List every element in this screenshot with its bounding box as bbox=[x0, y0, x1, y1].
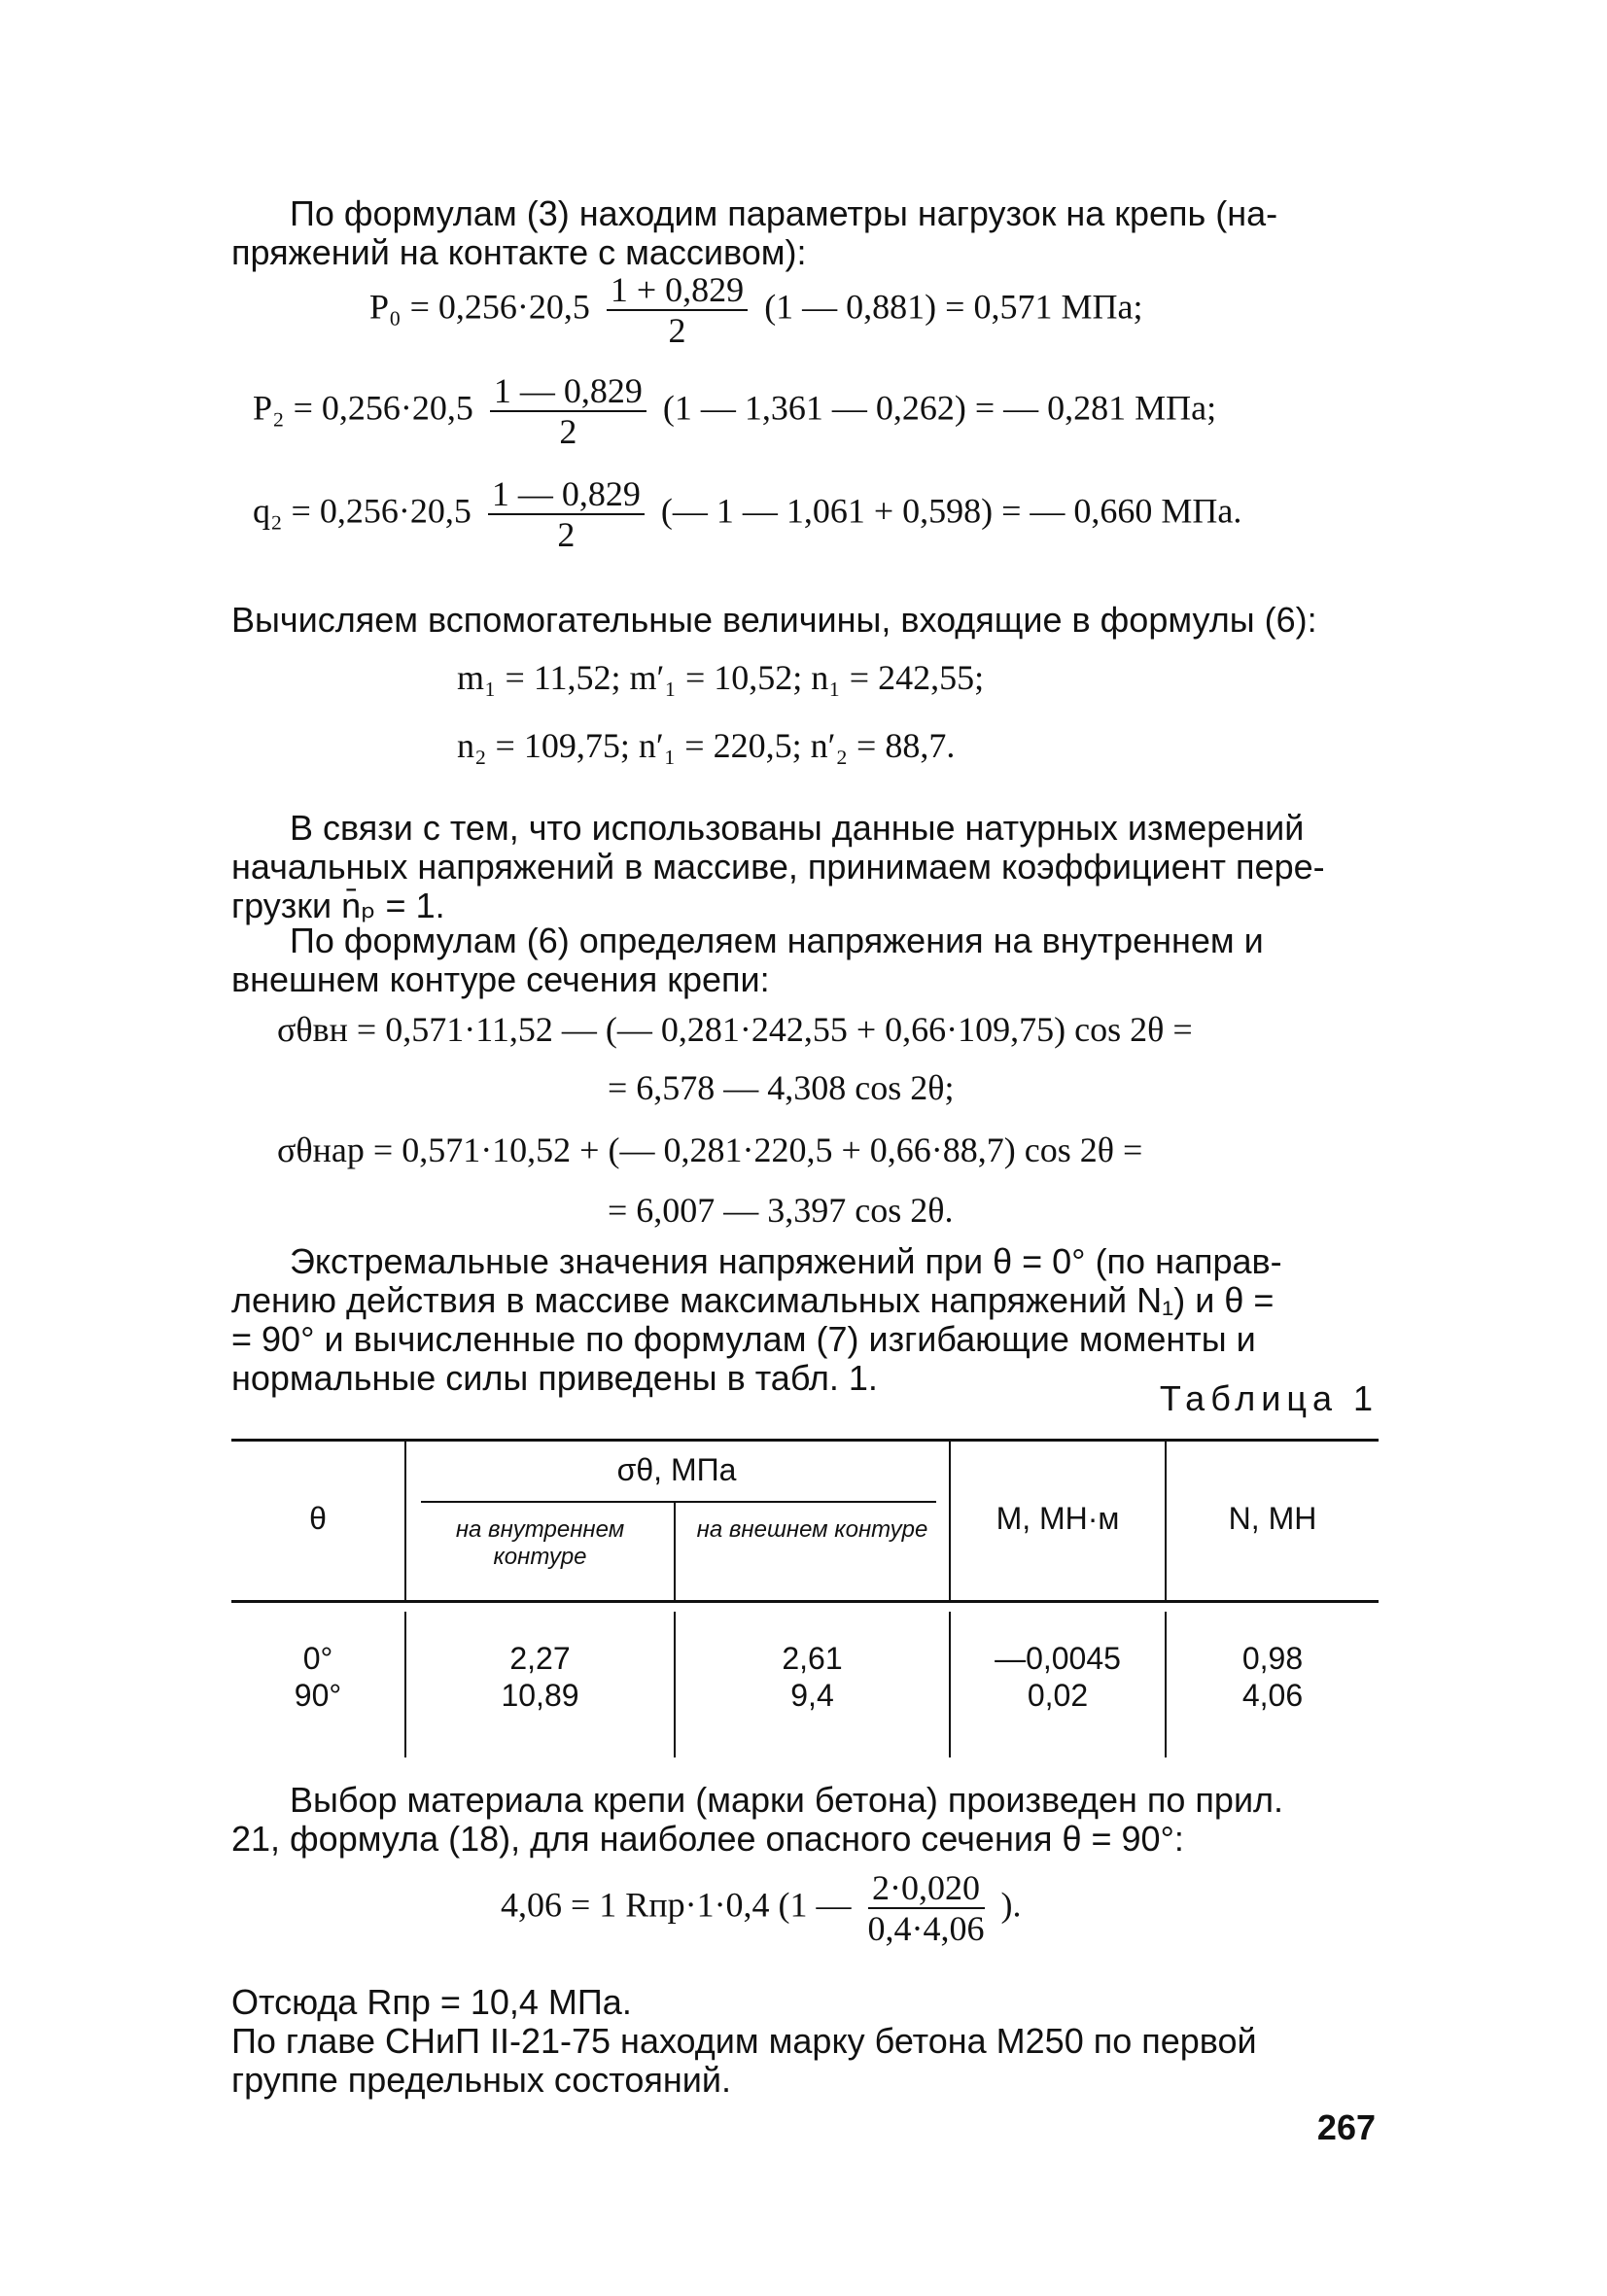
table-cell: 9,4 bbox=[790, 1678, 834, 1713]
aux-values-paragraph bbox=[231, 601, 1379, 640]
aux-text: Вычисляем вспомогательные величины, входящие в формулы (6): bbox=[231, 600, 1317, 640]
header-sigma: σθ, МПа bbox=[616, 1452, 737, 1487]
header-outer: на внешнем контуре bbox=[696, 1516, 928, 1543]
equation-sigma-outer: σθнар = 0,571·10,52 + (— 0,281·220,5 + 0,66·88,7) cos 2θ = bbox=[277, 1131, 1143, 1169]
intro-paragraph bbox=[231, 194, 1379, 272]
table-cell: —0,0045 bbox=[995, 1641, 1121, 1676]
equation-p2: P₂ = 0,256·20,5 $\frac{1 — 0,829}{2}$ (1 — 1,361 — 0,262) = — 0,281 МПа; bbox=[253, 371, 1217, 451]
intro-line-2: пряжений на контакте с массивом): bbox=[231, 232, 807, 272]
aux-row-1: m₁ = 11,52; m′₁ = 10,52; n₁ = 242,55; bbox=[457, 658, 985, 697]
overload-paragraph: В связи с тем, что использованы данные натурных измерений начальных напряжений в массиве, принимаем коэффициент пере- грузки n̄ₚ = 1. bbox=[231, 808, 1325, 925]
stress-paragraph: По формулам (6) определяем напряжения на внутреннем и внешнем контуре сечения крепи: bbox=[231, 921, 1264, 999]
material-paragraph: Выбор материала крепи (марки бетона) произведен по прил. 21, формула (18), для наиболее опасного сечения θ = 90°: bbox=[231, 1780, 1284, 1859]
results-table bbox=[231, 1439, 1379, 1769]
table-cell: 4,06 bbox=[1241, 1678, 1304, 1713]
header-inner: на внутреннем контуре bbox=[455, 1516, 625, 1570]
extremes-paragraph: Экстремальные значения напряжений при θ = 0° (по направ- лению действия в массиве максимальных напряжений N₁) и θ = = 90° и вычисленные по формулам (7) изгибающие моменты и нормальные силы приведены в табл. 1. bbox=[231, 1241, 1282, 1398]
equation-sigma-inner: σθвн = 0,571·11,52 — (— 0,281·242,55 + 0,66·109,75) cos 2θ = bbox=[277, 1010, 1193, 1049]
equation-sigma-outer-result: = 6,007 — 3,397 cos 2θ. bbox=[608, 1191, 954, 1230]
equation-r: 4,06 = 1 Rпр·1·0,4 (1 — $\frac{2\cdot 0,020}{0,4\cdot 4,06}$ ). bbox=[501, 1868, 1022, 1948]
equation-sigma-inner-result: = 6,578 — 4,308 cos 2θ; bbox=[608, 1068, 955, 1107]
table-cell: 10,89 bbox=[501, 1678, 579, 1713]
equation-q2: q₂ = 0,256·20,5 $\frac{1 — 0,829}{2}$ (— 1 — 1,061 + 0,598) = — 0,660 МПа. bbox=[253, 474, 1242, 554]
header-theta: θ bbox=[309, 1501, 327, 1536]
table-cell: 0° bbox=[302, 1641, 333, 1676]
table-caption: Таблица 1 bbox=[1159, 1378, 1379, 1418]
page-number: 267 bbox=[1316, 2107, 1376, 2147]
fraction: $\frac{1 — 0,829}{2}$ bbox=[488, 474, 645, 554]
fraction: $\frac{2\cdot 0,020}{0,4\cdot 4,06}$ bbox=[867, 1868, 985, 1948]
table-cell: 2,27 bbox=[509, 1641, 571, 1676]
header-normal-force: N, МН bbox=[1228, 1501, 1317, 1536]
intro-line-1: По формулам (3) находим параметры нагрузок на крепь (на- bbox=[290, 193, 1278, 233]
fraction: $\frac{1 + 0,829}{2}$ bbox=[607, 270, 748, 350]
equation-p0: P₀ = 0,256·20,5 $\frac{1 + 0,829}{2}$ (1 — 0,881) = 0,571 МПа; bbox=[369, 270, 1143, 350]
fraction: $\frac{1 — 0,829}{2}$ bbox=[490, 371, 646, 451]
conclusion-paragraph: Отсюда Rпр = 10,4 МПа. По главе СНиП II-21-75 находим марку бетона М250 по первой группе предельных состояний. bbox=[231, 1982, 1257, 2100]
table-cell: 0,98 bbox=[1241, 1641, 1304, 1676]
table-cell: 0,02 bbox=[1027, 1678, 1089, 1713]
aux-row-2: n₂ = 109,75; n′₁ = 220,5; n′₂ = 88,7. bbox=[457, 726, 956, 765]
table-cell: 90° bbox=[294, 1678, 342, 1713]
table-cell: 2,61 bbox=[782, 1641, 843, 1676]
header-moment: M, МН·м bbox=[996, 1501, 1120, 1536]
